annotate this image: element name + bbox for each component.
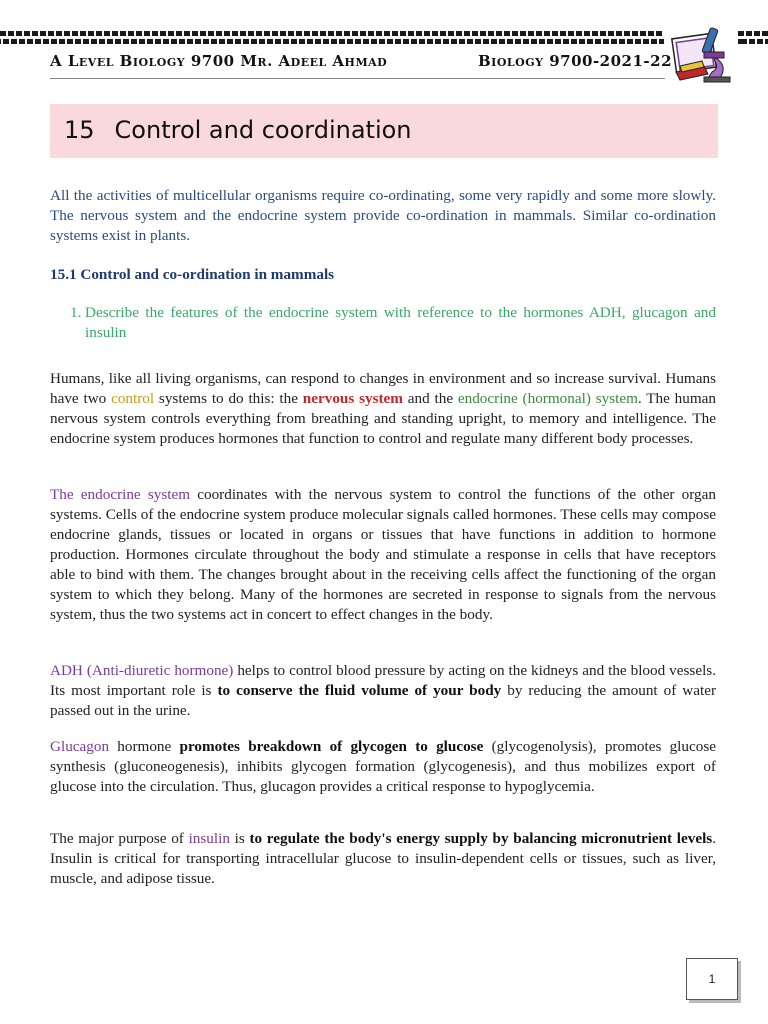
page-number: 1 — [686, 958, 738, 1000]
header-course-label: A Level Biology 9700 Mr. Adeel Ahmad — [50, 52, 388, 70]
paragraph-glucagon — [50, 737, 716, 797]
text-run: by reducing the amount of water passed out in the urine. — [50, 682, 717, 719]
text-run: systems to do this: the — [154, 390, 303, 407]
text-run: Humans, like all living organisms, can respond to changes in environment and so increase survival. Humans have two — [50, 370, 716, 407]
term-nervous-system: nervous system — [302, 390, 403, 407]
header-divider — [50, 78, 665, 79]
objective-number: 1. — [70, 304, 82, 321]
bold-phrase: promotes breakdown of glycogen to glucose — [179, 738, 484, 755]
text-run: . Insulin is critical for transporting intracellular glucose to insulin-dependent cells or tissues, such as liver, muscle, and adipose tissue. — [50, 830, 716, 887]
term-control: control — [111, 390, 155, 407]
term-endocrine-system: endocrine (hormonal) system — [457, 390, 638, 407]
chapter-title-box — [50, 104, 718, 158]
learning-objective — [70, 303, 716, 343]
header-session-label: Biology 9700-2021-22 — [478, 52, 673, 70]
header-decorative-border — [0, 39, 664, 44]
header-decorative-border — [738, 31, 768, 36]
bold-phrase: to conserve the fluid volume of your body — [217, 682, 502, 699]
bold-phrase: to regulate the body's energy supply by balancing micronutrient levels — [249, 830, 713, 847]
term-endocrine-system: The endocrine system — [50, 486, 191, 503]
section-heading: 15.1 Control and co-ordination in mammals — [50, 266, 335, 283]
text-run: (glycogenolysis), promotes glucose synthesis (gluconeogenesis), inhibits glycogen formation (glycogenesis), and thus mobilizes export of glucose into the circulation. Thus, glucagon provides a critical response to hypoglycemia. — [50, 738, 716, 795]
paragraph-insulin — [50, 829, 716, 889]
text-run: is — [229, 830, 250, 847]
paragraph-adh — [50, 661, 716, 721]
term-adh: ADH (Anti-diuretic hormone) — [50, 662, 234, 679]
paragraph-endocrine-system — [50, 485, 716, 625]
page-title — [64, 116, 412, 144]
intro-paragraph: All the activities of multicellular organisms require co-ordinating, some very rapidly and some more slowly. The nervous system and the endocrine system provide co-ordination in mammals. Similar co-ordination systems exist in plants. — [50, 187, 716, 244]
text-run: hormone — [109, 738, 180, 755]
text-run: . The human nervous system controls everything from breathing and standing upright, to memory and intelligence. The endocrine system produces hormones that function to control and regulate many different body processes. — [50, 390, 716, 447]
text-run: coordinates with the nervous system to control the functions of the other organ systems. Cells of the endocrine system produce molecular signals called hormones. These cells may compose endocrine glands, tissues or located in organs or tissues that have functions in addition to hormone production. Hormones circulate throughout the body and stimulate a response in cells that have receptors able to bind with them. The changes brought about in the receiving cells affect the functioning of the organ system to which they belong. Many of the hormones are secreted in response to signals from the nervous system, thus the two systems act in concert to effect changes in the body. — [50, 486, 716, 623]
chapter-title: Control and coordination — [114, 116, 412, 144]
text-run: and the — [402, 390, 458, 407]
books-and-microscope-icon — [668, 22, 734, 86]
term-insulin: insulin — [188, 830, 230, 847]
paragraph-control-systems — [50, 369, 716, 449]
text-run: helps to control blood pressure by acting on the kidneys and the blood vessels. Its most important role is — [50, 662, 716, 699]
header-decorative-border — [0, 31, 664, 36]
text-run: The major purpose of — [50, 830, 189, 847]
chapter-number: 15 — [64, 116, 95, 144]
header-decorative-border — [738, 39, 768, 44]
objective-text: Describe the features of the endocrine system with reference to the hormones ADH, glucagon and insulin — [85, 304, 716, 341]
term-glucagon: Glucagon — [50, 738, 110, 755]
